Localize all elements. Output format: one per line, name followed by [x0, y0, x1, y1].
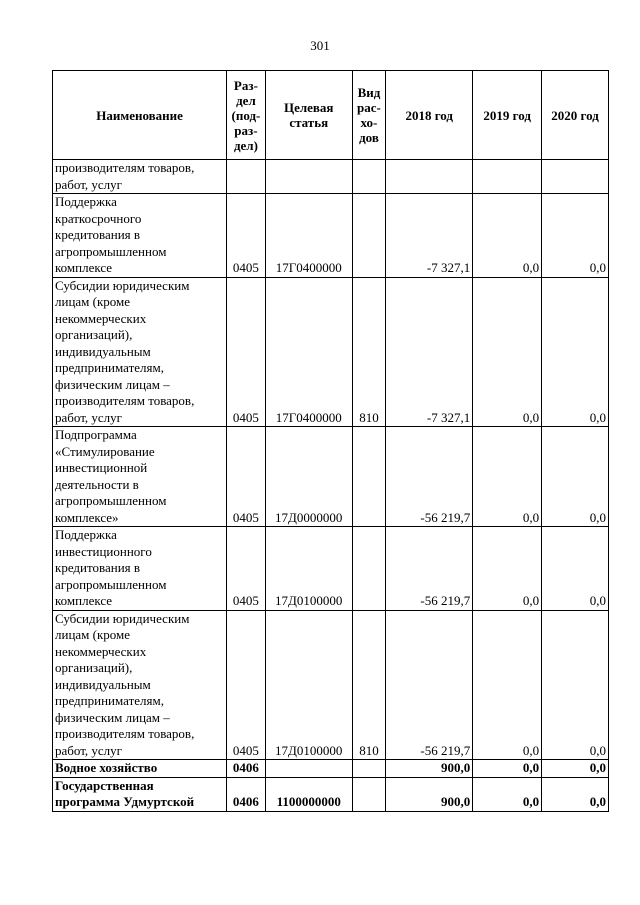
cell-section: 0405 [227, 427, 265, 527]
header-section: Раз- дел (под- раз- дел) [227, 71, 265, 160]
cell-2020: 0,0 [542, 760, 609, 778]
cell-kind [352, 760, 385, 778]
table-row [53, 277, 609, 427]
cell-article: 17Д0100000 [265, 610, 352, 760]
cell-name: Поддержка инвестиционного кредитования в агропромышленном комплексе [53, 527, 227, 611]
header-2018: 2018 год [386, 71, 473, 160]
table-row [53, 777, 609, 811]
cell-name: Водное хозяйство [53, 760, 227, 778]
header-kind: Вид рас- хо- дов [352, 71, 385, 160]
cell-section: 0405 [227, 610, 265, 760]
table-row [53, 194, 609, 278]
cell-article: 17Г0400000 [265, 277, 352, 427]
cell-2019 [473, 160, 542, 194]
cell-name: Подпрограмма «Стимулирование инвестиционной деятельности в агропромышленном комплексе» [53, 427, 227, 527]
cell-name: Субсидии юридическим лицам (кроме некоммерческих организаций), индивидуальным предпринимателям, физическим лицам – производителям товаров, работ, услуг [53, 610, 227, 760]
cell-article: 17Д0100000 [265, 527, 352, 611]
cell-section [227, 160, 265, 194]
cell-kind [352, 427, 385, 527]
table-row [53, 527, 609, 611]
cell-2019: 0,0 [473, 777, 542, 811]
table-row [53, 160, 609, 194]
cell-2019: 0,0 [473, 527, 542, 611]
cell-kind: 810 [352, 610, 385, 760]
header-2020: 2020 год [542, 71, 609, 160]
cell-name: производителям товаров, работ, услуг [53, 160, 227, 194]
cell-2019: 0,0 [473, 427, 542, 527]
cell-2020: 0,0 [542, 427, 609, 527]
cell-section: 0406 [227, 777, 265, 811]
cell-2019: 0,0 [473, 610, 542, 760]
cell-name: Субсидии юридическим лицам (кроме некоммерческих организаций), индивидуальным предпринимателям, физическим лицам – производителям товаров, работ, услуг [53, 277, 227, 427]
cell-2020: 0,0 [542, 277, 609, 427]
cell-article: 1100000000 [265, 777, 352, 811]
cell-2018: -56 219,7 [386, 427, 473, 527]
cell-2018: -7 327,1 [386, 194, 473, 278]
header-article: Целевая статья [265, 71, 352, 160]
budget-table [52, 70, 609, 812]
cell-2020: 0,0 [542, 194, 609, 278]
page-number: 301 [310, 38, 330, 53]
cell-article [265, 760, 352, 778]
cell-article: 17Д0000000 [265, 427, 352, 527]
cell-2018: 900,0 [386, 760, 473, 778]
cell-2020: 0,0 [542, 527, 609, 611]
table-header-row [53, 71, 609, 160]
header-2019: 2019 год [473, 71, 542, 160]
cell-section: 0405 [227, 277, 265, 427]
cell-kind [352, 194, 385, 278]
cell-kind [352, 527, 385, 611]
cell-2020: 0,0 [542, 777, 609, 811]
cell-section: 0405 [227, 194, 265, 278]
table-row [53, 610, 609, 760]
cell-name: Поддержка краткосрочного кредитования в агропромышленном комплексе [53, 194, 227, 278]
cell-section: 0406 [227, 760, 265, 778]
cell-2019: 0,0 [473, 760, 542, 778]
cell-2018: -7 327,1 [386, 277, 473, 427]
cell-2018: -56 219,7 [386, 610, 473, 760]
cell-2018: 900,0 [386, 777, 473, 811]
cell-2020 [542, 160, 609, 194]
cell-2020: 0,0 [542, 610, 609, 760]
cell-section: 0405 [227, 527, 265, 611]
cell-kind [352, 777, 385, 811]
cell-2019: 0,0 [473, 194, 542, 278]
cell-2019: 0,0 [473, 277, 542, 427]
header-name: Наименование [53, 71, 227, 160]
cell-kind: 810 [352, 277, 385, 427]
cell-article [265, 160, 352, 194]
table-body [53, 160, 609, 812]
cell-name: Государственная программа Удмуртской [53, 777, 227, 811]
table-row [53, 760, 609, 778]
cell-2018 [386, 160, 473, 194]
cell-2018: -56 219,7 [386, 527, 473, 611]
cell-article: 17Г0400000 [265, 194, 352, 278]
cell-kind [352, 160, 385, 194]
table-row [53, 427, 609, 527]
